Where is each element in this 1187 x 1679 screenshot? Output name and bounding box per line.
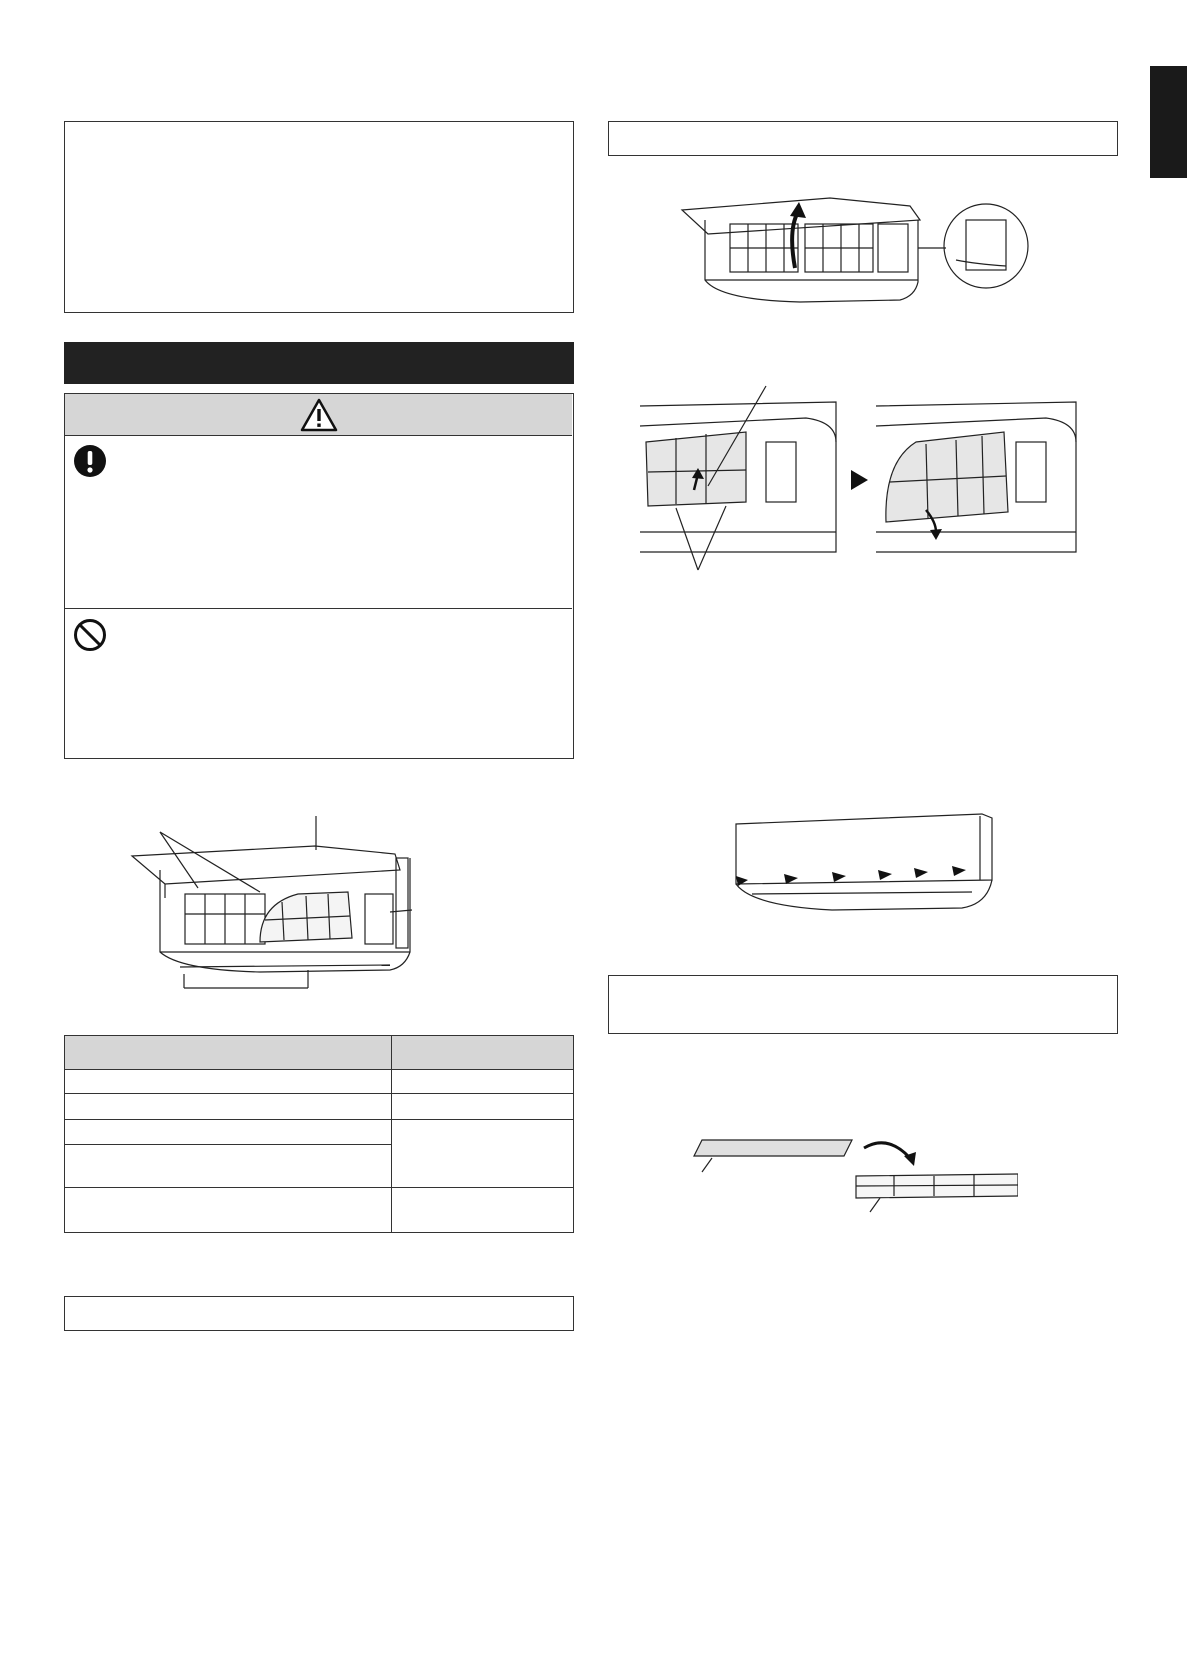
indoor-unit-filter-diagram <box>120 812 460 994</box>
table-header-cell <box>392 1036 574 1070</box>
warning-triangle-icon <box>299 397 339 433</box>
table-header-row <box>65 1036 574 1070</box>
table-row <box>65 1188 574 1233</box>
step-heading-box <box>64 1296 574 1331</box>
table-header-cell <box>65 1036 392 1070</box>
warning-divider <box>65 608 572 609</box>
arrow-right-icon <box>851 470 868 490</box>
table-cell <box>65 1145 392 1188</box>
close-front-panel-diagram <box>732 806 1002 916</box>
parts-table <box>64 1035 574 1233</box>
table-cell <box>65 1094 392 1120</box>
notice-box <box>64 121 574 313</box>
open-front-panel-diagram <box>680 190 1040 308</box>
table-cell <box>392 1119 574 1187</box>
language-tab <box>1150 66 1187 178</box>
table-cell <box>65 1069 392 1093</box>
attach-cleaning-filter-diagram <box>688 1134 1018 1216</box>
remove-air-filter-diagram <box>636 382 1096 572</box>
table-cell <box>65 1119 392 1145</box>
prohibition-icon <box>73 618 107 652</box>
table-cell <box>392 1069 574 1093</box>
note-box <box>608 975 1118 1034</box>
table-cell <box>392 1188 574 1233</box>
table-row <box>65 1094 574 1120</box>
warning-box <box>64 393 574 759</box>
warning-header <box>65 394 572 436</box>
table-cell <box>65 1188 392 1233</box>
exclamation-circle-icon <box>73 444 107 478</box>
step-heading-box <box>608 121 1118 156</box>
section-title-bar <box>64 342 574 384</box>
table-cell <box>392 1094 574 1120</box>
table-row <box>65 1069 574 1093</box>
table-row <box>65 1119 574 1145</box>
